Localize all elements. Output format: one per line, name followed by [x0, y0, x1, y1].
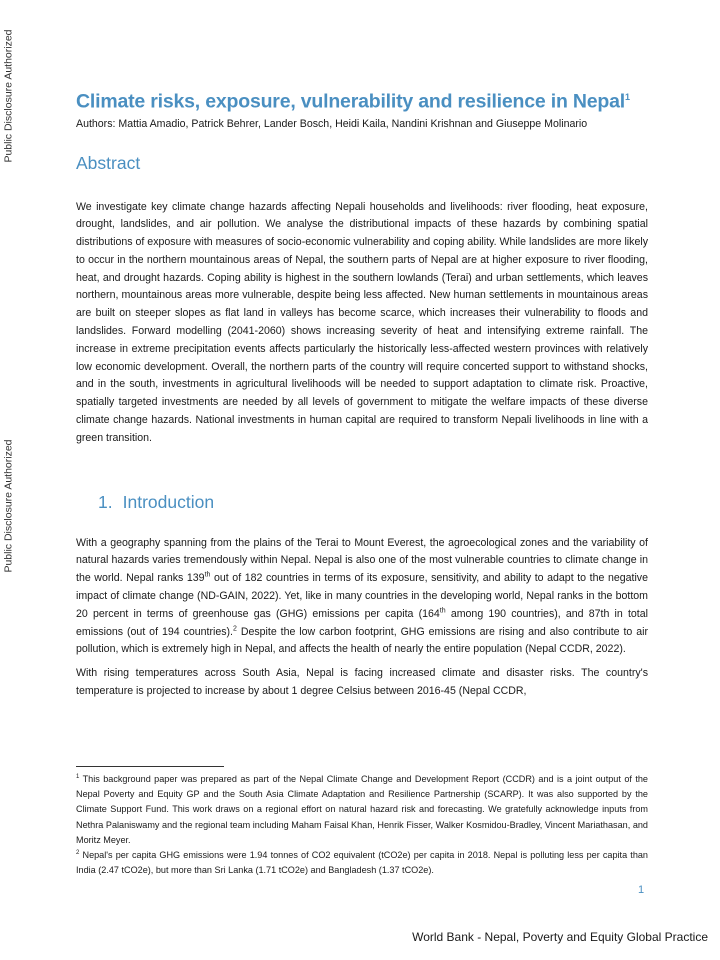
p1-text-a: With a geography spanning from the plains of the Terai to Mount Everest, the agroecological zones and the variability of natural hazards varies tremendously within Nepal. Nepal is also one of the most vulnerable countries to climate change in the world. Nepal ranks 139	[76, 536, 648, 585]
authors-line: Authors: Mattia Amadio, Patrick Behrer, Lander Bosch, Heidi Kaila, Nandini Krishnan and Giuseppe Molinario	[76, 117, 588, 130]
page-number: 1	[638, 884, 645, 896]
abstract-heading: Abstract	[76, 152, 141, 173]
introduction-heading-text: Introduction	[122, 491, 215, 512]
introduction-heading	[98, 492, 648, 513]
introduction-paragraph-1	[76, 535, 648, 660]
footnote-1	[76, 772, 648, 848]
footnotes	[76, 772, 648, 878]
footnote-2-mark: 2	[76, 849, 80, 856]
paper-title-text: Climate risks, exposure, vulnerability and resilience in Nepal	[76, 90, 625, 113]
title-footnote-mark: 1	[625, 92, 630, 102]
watermark-public-disclosure-top: Public Disclosure Authorized	[2, 29, 15, 163]
page-content	[76, 84, 648, 701]
footnote-2	[76, 848, 648, 878]
footnote-1-mark: 1	[76, 773, 80, 780]
p1-text-b: out of 182 countries in terms of its exposure, sensitivity, and ability to adapt to the negative impact of climate change (ND-GAIN, 2022). Yet, like in many countries in the developing world, Nepal ranks in the bottom 20 percent in terms of greenhouse gas (GHG) emissions per capita (164	[76, 572, 648, 620]
abstract-text: We investigate key climate change hazards affecting Nepali households and livelihoods: river flooding, heat exposure, drought, landslides, and air pollution. We analyse the distributional impacts of these hazards by combining spatial distributions of exposure with measures of socio-economic vulnerability and coping ability. While landslides are more likely to occur in the northern mountainous areas of Nepal, the southern parts of Nepal are at higher exposure to river flooding, heat, and drought hazards. Coping ability is highest in the southern lowlands (Terai) and urban settlements, which leaves northern, mountainous areas more vulnerable, despite being less affected. New human settlements in mountainous areas are built on steeper slopes as flat land in valleys has become scarce, which increases their vulnerability to floods and landslides. Forward modelling (2041-2060) shows increasing severity of heat and intensifying extreme rainfall. The increase in extreme precipitation events affects particularly the historically less-affected western provinces with relatively low economic development. Overall, the northern parts of the country will require concerted support to withstand shocks, and in the south, investments in agricultural livelihoods will be needed to support adaptation to climate risk. Proactive, spatially targeted investments are needed by all levels of government to mitigate the welfare impacts of these diverse climate change hazards. National investments in human capital are required to transform Nepali livelihoods in line with a green transition.	[76, 200, 648, 444]
p1-sup-th-1: th	[204, 571, 211, 579]
p1-text-c: among 190 countries), and 87th in total emissions (out of 194 countries).	[76, 607, 648, 638]
introduction-paragraph-2: With rising temperatures across South Asia, Nepal is facing increased climate and disaster risks. The country's temperature is projected to increase by about 1 degree Celsius between 2016-45 (Nepal CCDR,	[76, 667, 648, 698]
section-number: 1.	[98, 491, 113, 512]
page-footer: World Bank - Nepal, Poverty and Equity Global Practice	[412, 930, 708, 944]
footnote-divider	[76, 766, 224, 767]
paper-title	[76, 84, 648, 115]
watermark-public-disclosure-bottom: Public Disclosure Authorized	[2, 439, 15, 573]
p1-text-d: Despite the low carbon footprint, GHG emissions are rising and also contribute to air pollution, which is extremely high in Nepal, and affects the health of nearly the entire population (Nepal CCDR, 2022).	[76, 625, 648, 656]
footnote-ref-2[interactable]: 2	[233, 625, 237, 633]
footnote-2-text: Nepal's per capita GHG emissions were 1.94 tonnes of CO2 equivalent (tCO2e) per capita in 2018. Nepal is polluting less per capita than India (2.47 tCO2e), but more than Sri Lanka (1.71 tCO2e) and Bangladesh (1.37 tCO2e).	[76, 850, 648, 876]
footnote-1-text: This background paper was prepared as part of the Nepal Climate Change and Development Report (CCDR) and is a joint output of the Nepal Poverty and Equity GP and the South Asia Climate Adaptation and Resilience Partnership (SCARP). It was also supported by the Climate Support Fund. This work draws on a regional effort on natural hazard risk and forecasting. We gratefully acknowledge inputs from Nethra Palaniswamy and the regional team including Maham Faisal Khan, Henrik Fisser, Walker Kosmidou-Bradley, Vincent Mariathasan, and Moritz Meyer.	[76, 774, 648, 845]
p1-sup-th-2: th	[439, 607, 446, 615]
